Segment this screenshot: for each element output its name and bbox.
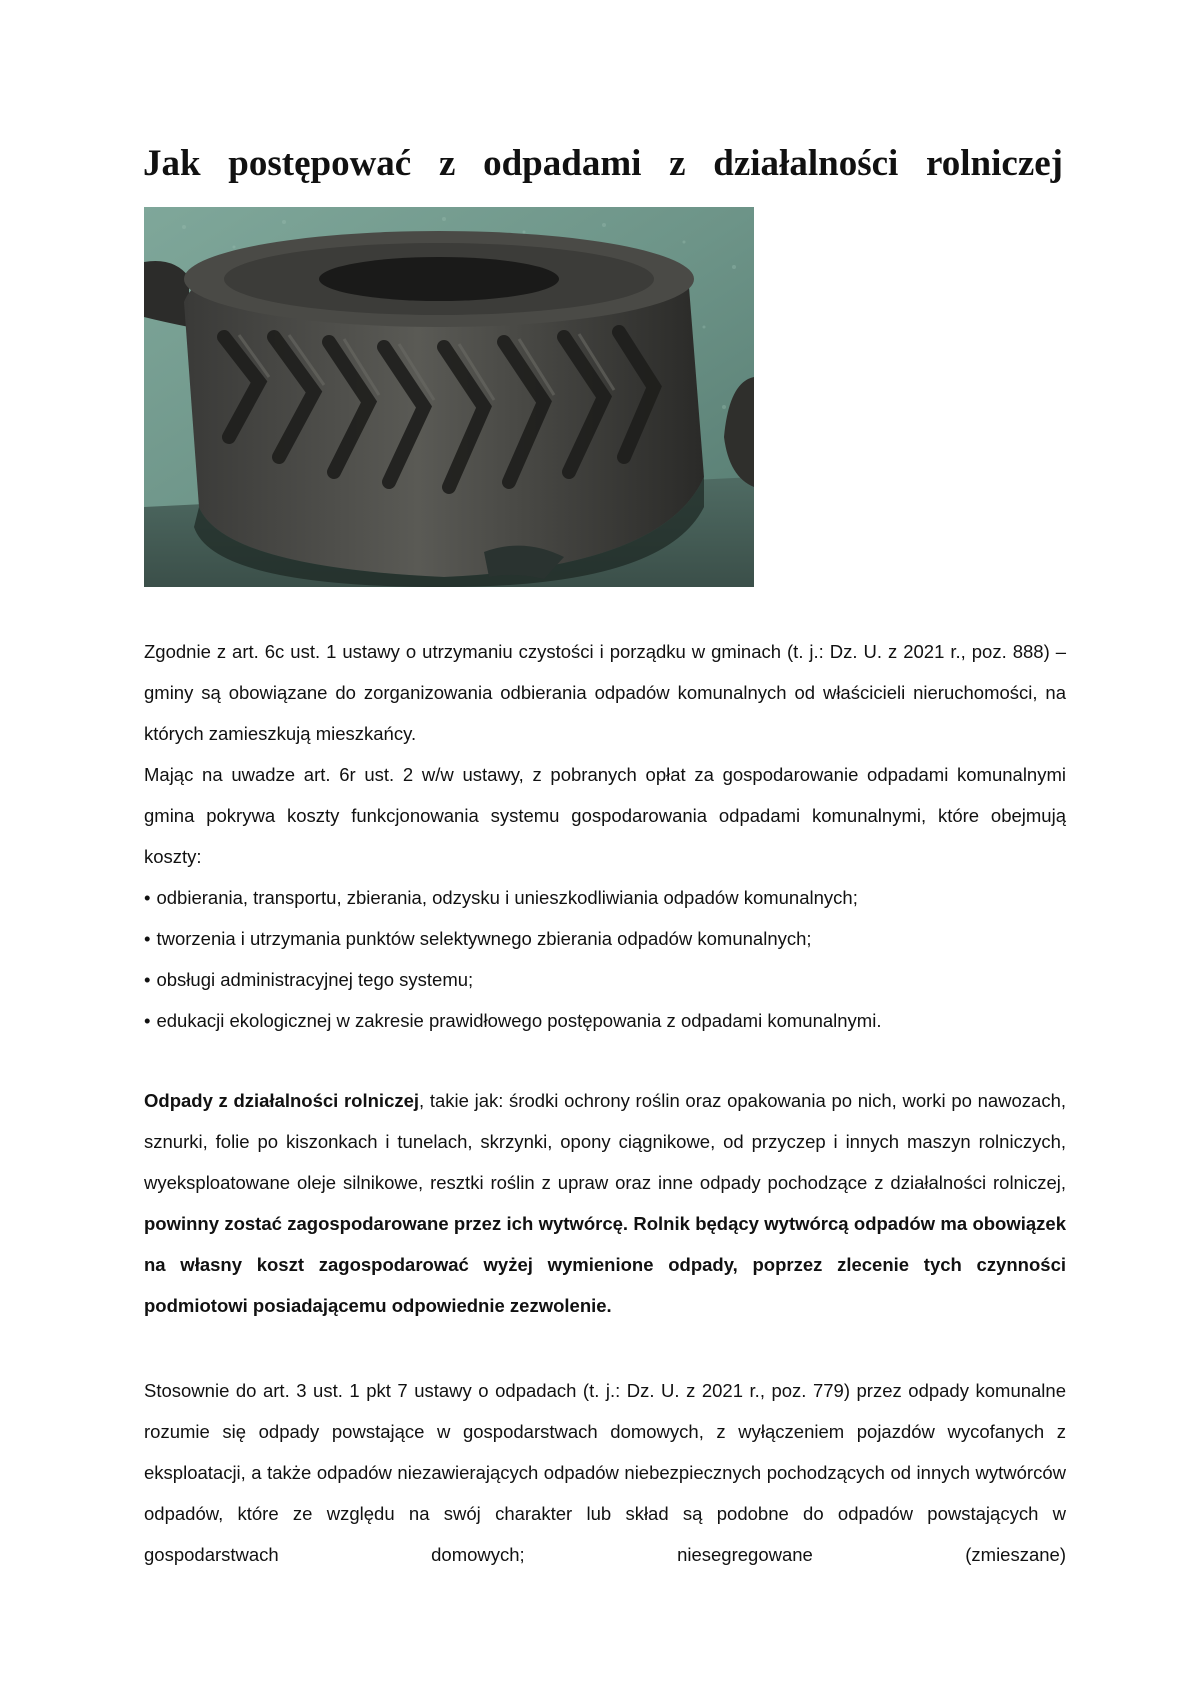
bullet-mark: • — [144, 1010, 151, 1031]
bullet-mark: • — [144, 969, 151, 990]
list-item — [144, 1000, 1066, 1041]
paragraph-art-3: Stosownie do art. 3 ust. 1 pkt 7 ustawy o odpadach (t. j.: Dz. U. z 2021 r., poz. 779) przez odpady komunalne rozumie się odpady powstające w gospodarstwach domowych, z wyłączeniem pojazdów wycofanych z eksploatacji, a także odpadów niezawierających odpadów niebezpiecznych pochodzących od innych wytwórców odpadów, które ze względu na swój charakter lub skład są podobne do odpadów powstających w gospodarstwach domowych; niesegregowane (zmieszane) — [144, 1380, 1066, 1565]
list-item-text: tworzenia i utrzymania punktów selektywnego zbierania odpadów komunalnych; — [156, 928, 812, 949]
paragraph-text: , takie jak: środki ochrony roślin oraz opakowania po nich, worki po nawozach, sznurki, folie po kiszonkach i tunelach, skrzynki, opony ciągnikowe, od przyczep i innych maszyn rolniczych, wyeksploatowane oleje silnikowe, resztki roślin z upraw oraz inne odpady pochodzące z działalności rolniczej, — [144, 1090, 1067, 1193]
list-item-text: obsługi administracyjnej tego systemu; — [156, 969, 474, 990]
municipal-waste-section — [144, 1370, 1066, 1575]
bold-obligation: powinny zostać zagospodarowane przez ich wytwórcę. Rolnik będący wytwórcą odpadów ma obowiązek na własny koszt zagospodarować wyżej wymienione odpady, poprzez zlecenie tych czynności podmiotowi posiadającemu odpowiednie zezwolenie. — [144, 1213, 1066, 1316]
list-item-text: odbierania, transportu, zbierania, odzysku i unieszkodliwiania odpadów komunalnych; — [156, 887, 858, 908]
paragraph-agricultural-waste — [144, 1080, 1066, 1326]
intro-section — [144, 631, 1066, 1041]
list-item-text: edukacji ekologicznej w zakresie prawidłowego postępowania z odpadami komunalnymi. — [156, 1010, 882, 1031]
bold-lead: Odpady z działalności rolniczej — [144, 1090, 420, 1111]
list-item — [144, 959, 1066, 1000]
list-item — [144, 877, 1066, 918]
list-item — [144, 918, 1066, 959]
cost-list — [144, 877, 1066, 1041]
bullet-mark: • — [144, 887, 151, 908]
agricultural-waste-section — [144, 1080, 1066, 1326]
document-title: Jak postępować z odpadami z działalności rolniczej — [143, 143, 1063, 184]
tractor-tire-photo — [144, 207, 754, 587]
paragraph-art-6r: Mając na uwadze art. 6r ust. 2 w/w ustawy, z pobranych opłat za gospodarowanie odpadami komunalnymi gmina pokrywa koszty funkcjonowania systemu gospodarowania odpadami komunalnymi, które obejmują koszty: — [144, 764, 1066, 867]
bullet-mark: • — [144, 928, 151, 949]
paragraph-art-6c: Zgodnie z art. 6c ust. 1 ustawy o utrzymaniu czystości i porządku w gminach (t. j.: Dz. U. z 2021 r., poz. 888) – gminy są obowiązane do zorganizowania odbierania odpadów komunalnych od właścicieli nieruchomości, na których zamieszkują mieszkańcy. — [144, 641, 1066, 744]
